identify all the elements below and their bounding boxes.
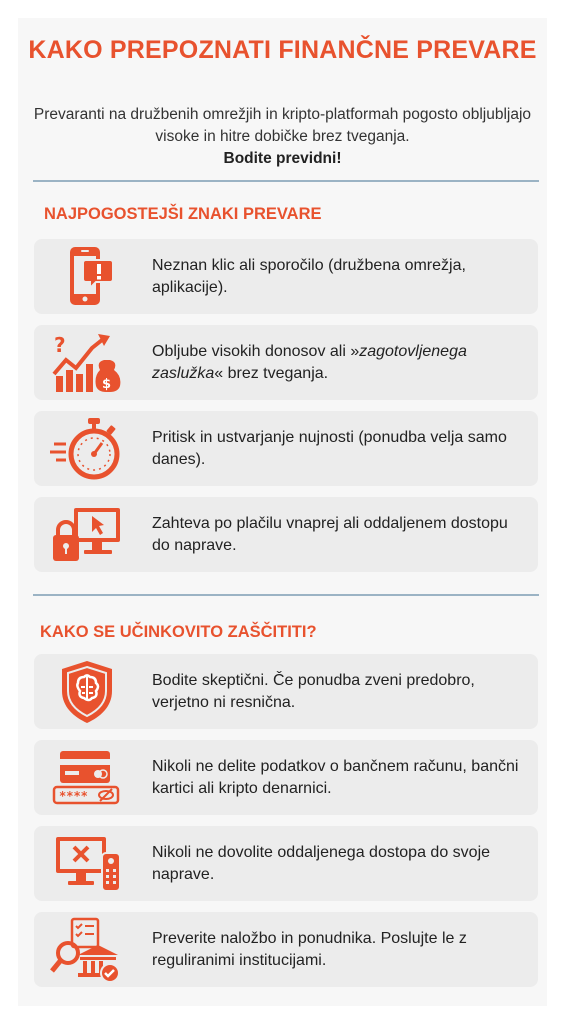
protect-text-1: Bodite skeptični. Če ponudba zveni predobro, verjetno ni resnična. bbox=[152, 671, 475, 711]
protect-card-1 bbox=[34, 654, 538, 729]
phone-alert-icon bbox=[48, 244, 126, 310]
verify-institution-icon bbox=[48, 917, 126, 983]
profit-chart-icon bbox=[48, 330, 126, 396]
svg-text:$: $ bbox=[102, 377, 112, 392]
svg-text:****: **** bbox=[59, 789, 88, 803]
protect-card-2 bbox=[34, 740, 538, 815]
signs-heading: NAJPOGOSTEJŠI ZNAKI PREVARE bbox=[44, 205, 322, 223]
divider bbox=[33, 594, 539, 596]
protect-text-3: Nikoli ne dovolite oddaljenega dostopa do svoje naprave. bbox=[152, 843, 491, 883]
card-password-icon bbox=[48, 745, 126, 811]
intro-warning: Bodite previdni! bbox=[223, 150, 342, 167]
sign-text-1: Neznan klic ali sporočilo (družbena omrežja, aplikacije). bbox=[152, 256, 466, 296]
protect-text-2: Nikoli ne delite podatkov o bančnem računu, bančni kartici ali kripto denarnici. bbox=[152, 757, 519, 797]
sign-text-2-italic: zagotovljenega zaslužka bbox=[152, 342, 467, 382]
sign-card-3 bbox=[34, 411, 538, 486]
svg-text:?: ? bbox=[54, 333, 66, 357]
sign-text-2 bbox=[152, 325, 522, 400]
protect-card-4 bbox=[34, 912, 538, 987]
remote-access-icon bbox=[48, 502, 126, 568]
divider bbox=[33, 180, 539, 182]
intro-paragraph: Prevaranti na družbenih omrežjih in kripto-platformah pogosto obljubljajo visoke in hitre dobičke brez tveganja. bbox=[33, 106, 532, 145]
sign-text-2-pre: Obljube visokih donosov ali » bbox=[152, 342, 360, 360]
sign-card-1 bbox=[34, 239, 538, 314]
protect-text-4: Preverite naložbo in ponudnika. Poslujte le z reguliranimi institucijami. bbox=[152, 929, 467, 969]
sign-text-3: Pritisk in ustvarjanje nujnosti (ponudba velja samo danes). bbox=[152, 428, 507, 468]
sign-text-4: Zahteva po plačilu vnaprej ali oddaljenem dostopu do naprave. bbox=[152, 514, 508, 554]
sign-card-2 bbox=[34, 325, 538, 400]
blocked-remote-icon bbox=[48, 831, 126, 897]
protect-heading: KAKO SE UČINKOVITO ZAŠČITITI? bbox=[40, 623, 317, 641]
sign-text-2-post: « brez tveganja. bbox=[214, 364, 329, 382]
brain-shield-icon bbox=[48, 659, 126, 725]
stopwatch-icon bbox=[48, 416, 126, 482]
sign-card-4 bbox=[34, 497, 538, 572]
intro-text bbox=[20, 104, 545, 170]
page-title: KAKO PREPOZNATI FINANČNE PREVARE bbox=[28, 36, 537, 64]
protect-card-3 bbox=[34, 826, 538, 901]
